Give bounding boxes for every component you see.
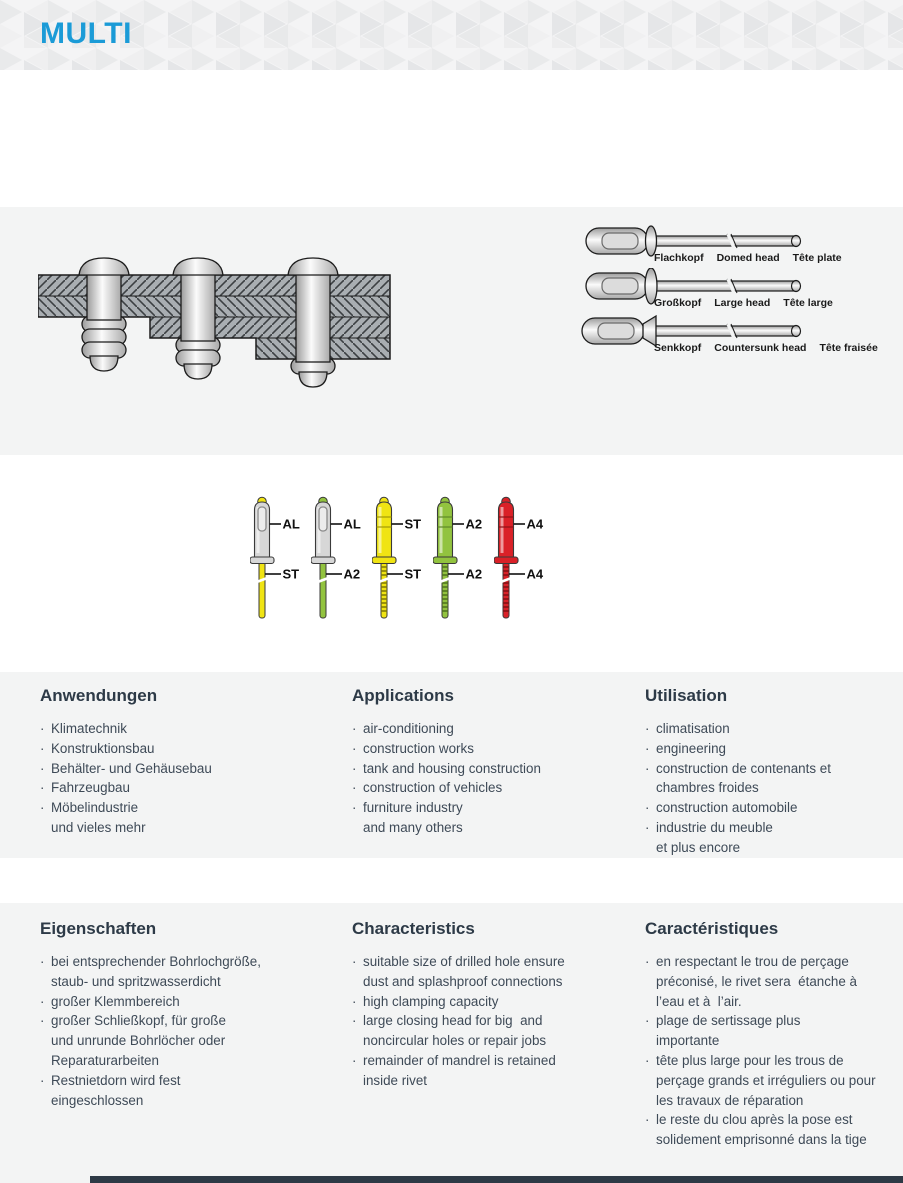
set-rivet-medium-grip xyxy=(173,258,223,379)
column-eigenschaften xyxy=(40,919,325,1110)
head-type-row-large xyxy=(578,268,888,313)
list-item: · construction of vehicles xyxy=(352,780,503,796)
list-item: · industrie du meuble xyxy=(645,819,773,835)
footer-rule xyxy=(90,1176,903,1183)
head-type-label-en: Large head xyxy=(714,297,771,309)
list-item: · remainder of mandrel is retained xyxy=(352,1052,556,1068)
body-material-label: A4 xyxy=(526,516,544,532)
applications-section xyxy=(0,672,903,858)
mandrel-material-label: A2 xyxy=(343,566,361,582)
list-item: · plage de sertissage plus xyxy=(645,1013,801,1029)
column-applications xyxy=(352,686,637,838)
list-item: · großer Schließkopf, für große xyxy=(40,1013,226,1029)
list-item: Reparaturarbeiten xyxy=(51,1052,159,1068)
column-utilisation xyxy=(645,686,903,858)
illustration-section xyxy=(0,207,903,455)
list-item: und vieles mehr xyxy=(51,819,146,835)
column-title: Utilisation xyxy=(645,686,728,705)
header-banner xyxy=(0,0,903,70)
head-type-label-en: Countersunk head xyxy=(714,342,807,354)
quality-rivet-st-st-icon xyxy=(372,495,430,625)
quality-rivet-a2-a2-icon xyxy=(433,495,491,625)
column-title: Eigenschaften xyxy=(40,919,157,938)
head-type-row-domed xyxy=(578,223,888,268)
list-item: inside rivet xyxy=(363,1072,428,1088)
list-item: perçage grands et irréguliers ou pour xyxy=(656,1072,876,1088)
mandrel-material-label: ST xyxy=(404,566,422,582)
list-item: and many others xyxy=(363,819,463,835)
list-item: · construction de contenants et xyxy=(645,760,831,776)
list-item: und unrunde Bohrlöcher oder xyxy=(51,1033,226,1049)
head-type-label-en: Domed head xyxy=(716,252,780,264)
head-type-label-de: Großkopf xyxy=(654,297,702,309)
head-type-labels xyxy=(654,342,891,354)
quality-rivet-al-a2-icon xyxy=(311,495,369,625)
list-item: solidement emprisonné dans la tige xyxy=(656,1132,867,1148)
quality-rivet-diagrams xyxy=(250,495,552,625)
list-item: · Möbelindustrie xyxy=(40,800,139,816)
list-item: importante xyxy=(656,1033,720,1049)
triangle-pattern-decoration xyxy=(0,0,903,70)
list-item: l’eau et à l’air. xyxy=(656,993,742,1009)
list-item: dust and splashproof connections xyxy=(363,973,563,989)
list-item: chambres froides xyxy=(656,780,759,796)
list-item: · le reste du clou après la pose est xyxy=(645,1112,853,1128)
head-type-label-fr: Tête plate xyxy=(792,252,842,264)
list-item: · climatisation xyxy=(645,721,730,736)
list-item: · Restnietdorn wird fest xyxy=(40,1072,181,1088)
list-item: · construction works xyxy=(352,740,474,756)
mandrel-material-label: ST xyxy=(282,566,300,582)
body-material-label: AL xyxy=(282,516,300,532)
bullet-list xyxy=(645,952,903,1150)
set-rivet-thick-grip xyxy=(288,258,338,387)
list-item: · großer Klemmbereich xyxy=(40,993,180,1009)
set-rivet-thin-grip xyxy=(79,258,129,371)
list-item: · Konstruktionsbau xyxy=(40,740,155,756)
quality-rivet-al-st-icon xyxy=(250,495,308,625)
list-item: et plus encore xyxy=(656,839,741,855)
list-item: · large closing head for big and xyxy=(352,1013,543,1029)
list-item: eingeschlossen xyxy=(51,1092,144,1108)
column-characteristics xyxy=(352,919,637,1091)
list-item: staub- und spritzwasserdicht xyxy=(51,973,221,989)
bullet-list xyxy=(352,952,637,1091)
list-item: · engineering xyxy=(645,740,726,756)
list-item: · furniture industry xyxy=(352,800,463,816)
list-item: · en respectant le trou de perçage xyxy=(645,954,849,969)
bullet-list xyxy=(40,952,325,1110)
list-item: · air-conditioning xyxy=(352,721,454,736)
qualities-section xyxy=(0,455,903,672)
mandrel-material-label: A2 xyxy=(465,566,483,582)
head-type-row-countersunk xyxy=(578,313,888,358)
head-type-label-de: Flachkopf xyxy=(654,252,704,264)
rivet-cross-section-illustration xyxy=(38,253,398,403)
list-item: · construction automobile xyxy=(645,800,798,816)
column-caracteristiques xyxy=(645,919,903,1150)
quality-rivet-a4-a4-icon xyxy=(494,495,552,625)
column-title: Caractéristiques xyxy=(645,919,779,938)
bullet-list xyxy=(40,719,325,838)
list-item: · Klimatechnik xyxy=(40,721,127,736)
head-type-labels xyxy=(654,252,855,264)
page-title: MULTI xyxy=(40,17,132,50)
body-material-label: A2 xyxy=(465,516,483,532)
list-item: · suitable size of drilled hole ensure xyxy=(352,954,565,969)
list-item: · bei entsprechender Bohrlochgröße, xyxy=(40,954,261,969)
bullet-list xyxy=(352,719,637,838)
column-title: Anwendungen xyxy=(40,686,158,705)
column-title: Applications xyxy=(352,686,455,705)
list-item: préconisé, le rivet sera étanche à xyxy=(656,973,857,989)
head-type-label-de: Senkkopf xyxy=(654,342,702,354)
list-item: · tête plus large pour les trous de xyxy=(645,1052,844,1068)
mandrel-material-label: A4 xyxy=(526,566,544,582)
head-type-labels xyxy=(654,297,846,309)
bullet-list xyxy=(645,719,903,858)
characteristics-section xyxy=(0,903,903,1183)
column-anwendungen xyxy=(40,686,325,838)
list-item: · Behälter- und Gehäusebau xyxy=(40,760,212,776)
head-type-label-fr: Tête fraisée xyxy=(819,342,878,354)
body-material-label: AL xyxy=(343,516,361,532)
list-item: · high clamping capacity xyxy=(352,993,499,1009)
list-item: noncircular holes or repair jobs xyxy=(363,1033,547,1049)
list-item: · Fahrzeugbau xyxy=(40,780,130,796)
head-type-label-fr: Tête large xyxy=(783,297,833,309)
head-type-diagrams xyxy=(578,223,898,358)
body-material-label: ST xyxy=(404,516,422,532)
list-item: les travaux de réparation xyxy=(656,1092,804,1108)
list-item: · tank and housing construction xyxy=(352,760,541,776)
column-title: Characteristics xyxy=(352,919,475,938)
